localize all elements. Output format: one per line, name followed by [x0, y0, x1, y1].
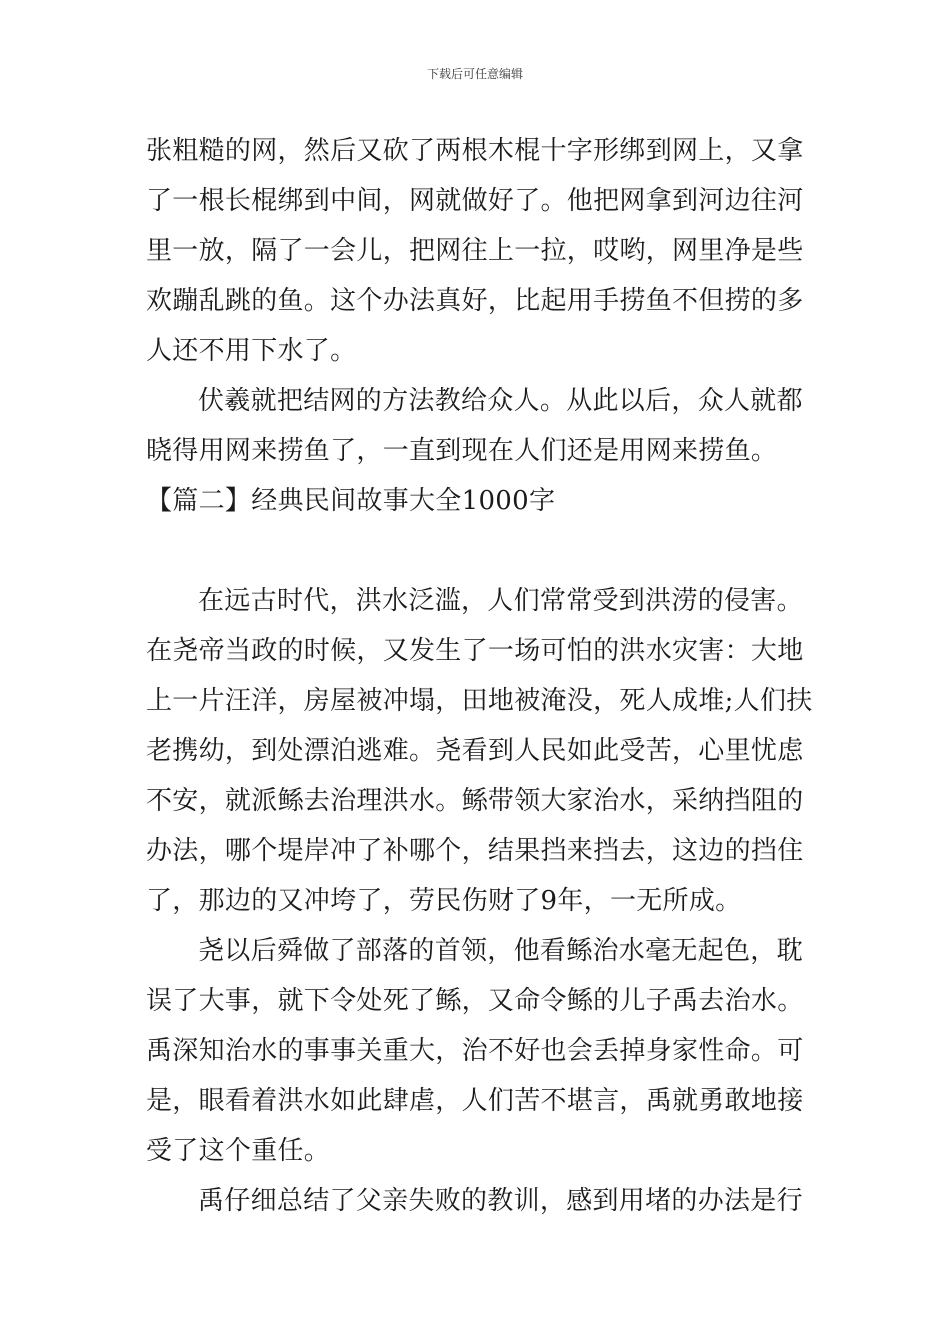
text-line: 禹深知治水的事事关重大，治不好也会丢掉身家性命。可 [146, 1036, 804, 1066]
page-header: 下载后可任意编辑 [426, 67, 523, 81]
text-line: 不安，就派鲧去治理洪水。鲧带领大家治水，采纳挡阻的 [146, 786, 804, 816]
document-body [146, 126, 811, 1226]
text-line: 张粗糙的网，然后又砍了两根木棍十字形绑到网上，又拿 [146, 136, 804, 166]
text-line: 办法，哪个堤岸冲了补哪个，结果挡来挡去，这边的挡住 [146, 836, 804, 866]
text-line: 上一片汪洋，房屋被冲塌，田地被淹没，死人成堆;人们扶 [146, 686, 813, 716]
text-line: 了，那边的又冲垮了，劳民伤财了9年，一无所成。 [146, 886, 742, 916]
paragraph-start-line: 尧以后舜做了部落的首领，他看鲧治水毫无起色，耽 [198, 936, 803, 966]
text-line: 人还不用下水了。 [146, 336, 357, 366]
text-line: 里一放，隔了一会儿，把网往上一拉，哎哟，网里净是些 [146, 236, 804, 266]
paragraph-start-line: 禹仔细总结了父亲失败的教训，感到用堵的办法是行 [198, 1186, 803, 1216]
text-line: 了一根长棍绑到中间，网就做好了。他把网拿到河边往河 [146, 186, 804, 216]
text-line: 误了大事，就下令处死了鲧，又命令鲧的儿子禹去治水。 [146, 986, 804, 1016]
text-line: 受了这个重任。 [146, 1136, 331, 1166]
paragraph-start-line: 在远古时代，洪水泛滥，人们常常受到洪涝的侵害。 [198, 586, 803, 616]
text-line: 欢蹦乱跳的鱼。这个办法真好，比起用手捞鱼不但捞的多 [146, 286, 804, 316]
text-line: 是，眼看着洪水如此肆虐，人们苦不堪言，禹就勇敢地接 [146, 1086, 804, 1116]
section-heading: 【篇二】经典民间故事大全1000字 [146, 486, 556, 516]
text-line: 晓得用网来捞鱼了，一直到现在人们还是用网来捞鱼。 [146, 436, 778, 466]
paragraph-start-line: 伏羲就把结网的方法教给众人。从此以后，众人就都 [198, 386, 803, 416]
text-line: 老携幼，到处漂泊逃难。尧看到人民如此受苦，心里忧虑 [146, 736, 804, 766]
text-line: 在尧帝当政的时候，又发生了一场可怕的洪水灾害：大地 [146, 636, 804, 666]
blank-line [146, 526, 811, 576]
